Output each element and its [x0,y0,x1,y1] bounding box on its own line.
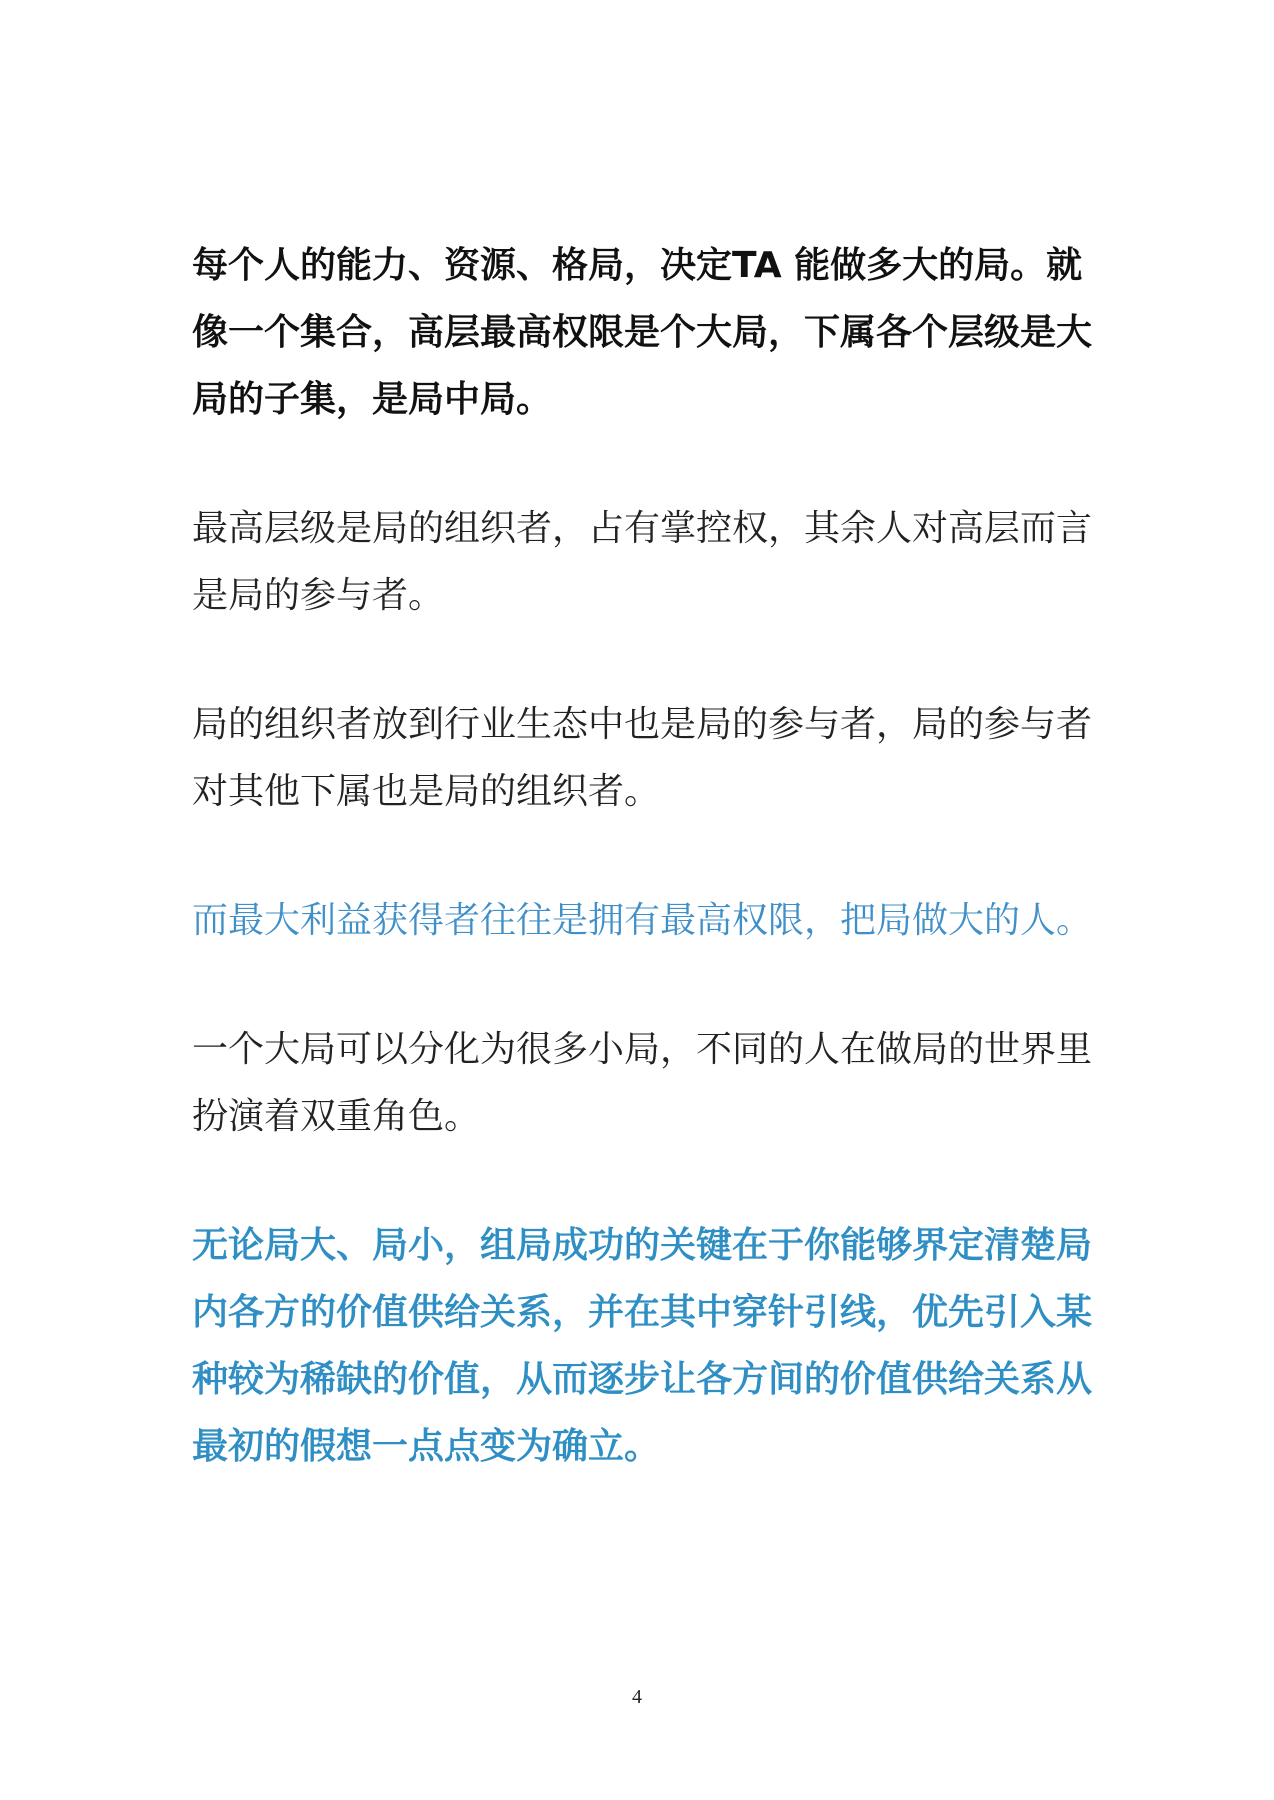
paragraph-organizer: 最高层级是局的组织者，占有掌控权，其余人对高层而言是局的参与者。 [192,508,1093,616]
document-body [192,232,1092,1480]
paragraph-highlight-key: 无论局大、局小，组局成功的关键在于你能够界定清楚局内各方的价值供给关系，并在其中穿针引线，优先引入某种较为稀缺的价值，从而逐步让各方间的价值供给关系从最初的假想一点点变为确立。 [192,1225,1093,1467]
page-number: 4 [632,1686,642,1708]
paragraph-bold-intro: 每个人的能力、资源、格局，决定TA 能做多大的局。就像一个集合，高层最高权限是个大局，下属各个层级是大局的子集，是局中局。 [192,245,1093,420]
paragraph-participant: 局的组织者放到行业生态中也是局的参与者，局的参与者对其他下属也是局的组织者。 [192,704,1093,812]
paragraph-highlight-benefit: 而最大利益获得者往往是拥有最高权限，把局做大的人。 [192,900,1093,941]
paragraph-dual-roles: 一个大局可以分化为很多小局，不同的人在做局的世界里扮演着双重角色。 [192,1029,1093,1137]
